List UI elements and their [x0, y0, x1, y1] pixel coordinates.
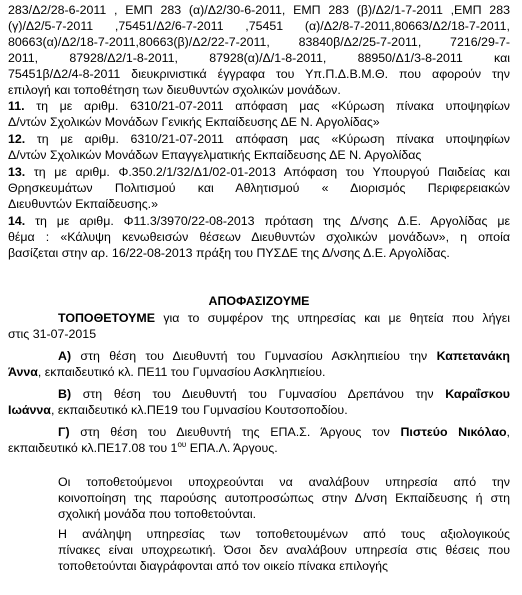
item-13-line-2: Θρησκευμάτων Πολιτισμού και Αθλητισμού « Διορισμός Περιφερειακών	[8, 181, 510, 195]
closing-p2-line-2: πίνακες είναι υποχρεωτική. Όσοι δεν αναλάβουν υπηρεσία στις θέσεις που	[58, 543, 510, 557]
placement-b-line-1	[58, 386, 510, 402]
item-14-line-3: βασίζεται στην αρ. 16/22-08-2013 πράξη του ΠΥΣΔΕ της Δ/νσης Δ.Ε. Αργολίδας.	[8, 246, 450, 260]
placement-b-line-2	[8, 402, 510, 418]
placement-c-school: ΕΠΑ.Λ. Άργους.	[186, 441, 278, 455]
item-14-line-2: θέμα : «Κάλυψη κενωθεισών θέσεων Διευθυντών σχολικών μονάδων», η οποία	[8, 230, 510, 244]
item-text: τη με αριθμ. 6310/21-07-2011 απόφαση μας «Κύρωση πίνακα υποψηφίων	[25, 132, 510, 146]
placement-text: για το συμφέρον της υπηρεσίας και με θητεία που λήγει	[154, 311, 510, 325]
placement-b-surname: Καραΐσκου	[445, 387, 510, 401]
closing-p1-line-1: Οι τοποθετούμενοι υποχρεούνται να αναλάβουν υπηρεσία από την	[58, 475, 510, 489]
placement-c-name: Πιστεύο Νικόλαο	[400, 425, 507, 439]
intro-line-6: επιλογή και τοποθέτηση των διευθυντών σχολικών μονάδων.	[8, 83, 341, 97]
placement-c-ordinal: ου	[177, 439, 187, 449]
decision-heading: ΑΠΟΦΑΣΙΖΟΥΜΕ	[208, 294, 310, 308]
item-13-line-1	[8, 164, 510, 180]
placement-a-line-1	[58, 348, 510, 364]
intro-line-3: 80663(α)/Δ2/18-7-2011,80663(β)/Δ2/22-7-2011, 83840β/Δ2/25-7-2011, 7216/29-7-	[8, 35, 510, 49]
item-text: τη με αριθμ. Φ11.3/3970/22-08-2013 πρόταση της Δ/νσης Δ.Ε. Αργολίδας με	[25, 214, 510, 228]
item-text: τη με αριθμ. Φ.350.2/1/32/Δ1/02-01-2013 Απόφαση του Υπουργού Παιδείας και	[25, 165, 510, 179]
placement-date: στις 31-07-2015	[8, 327, 97, 341]
placement-line-1	[58, 310, 510, 326]
placement-a-surname: Καπετανάκη	[436, 349, 510, 363]
intro-line-1: 283/Δ2/28-6-2011 , ΕΜΠ 283 (α)/Δ2/30-6-2011, ΕΜΠ 283 (β)/Δ2/1-7-2011 ,ΕΜΠ 283	[8, 3, 510, 17]
intro-line-5: 75451β/Δ2/4-8-2011 διευκρινιστικά έγγραφα του Υπ.Π.Δ.Β.Μ.Θ. που αφορούν την	[8, 67, 510, 81]
item-number: 13.	[8, 165, 26, 179]
placement-a-detail: , εκπαιδευτικό κλ. ΠΕ11 του Γυμνασίου Ασκληπιείου.	[37, 365, 326, 379]
placement-a-firstname: Άννα	[8, 365, 38, 379]
placement-a-text: στη θέση του Διευθυντή του Γυμνασίου Ασκληπιείου την	[71, 349, 437, 363]
placement-b-text: στη θέση του Διευθυντή του Γυμνασίου Δρεπάνου την	[71, 387, 446, 401]
placement-a-label: Α)	[58, 349, 72, 363]
placement-c-label: Γ)	[58, 425, 70, 439]
placement-c-text: στη θέση του Διευθυντή της ΕΠΑ.Σ. Άργους τον	[69, 425, 401, 439]
closing-p1-line-2: κοινοποίηση της παρούσης αυτοπροσώπως στην Δ/νση Εκπαίδευσης ή στη	[58, 491, 510, 505]
closing-p1-line-3: σχολική μονάδα που τοποθετούνται.	[58, 507, 257, 521]
placement-b-firstname: Ιωάννα	[8, 403, 51, 417]
item-13-line-3: Διευθυντών Εκπαίδευσης.»	[8, 197, 159, 211]
placement-a-line-2	[8, 364, 510, 380]
placement-c-detail: εκπαιδευτικό κλ.ΠΕ17.08 του 1	[8, 441, 178, 455]
item-number: 12.	[8, 132, 26, 146]
closing-p2-line-3: τοποθετούνται διαγράφονται από τον οικείο πίνακα επιλογής	[58, 559, 389, 573]
intro-line-2: (γ)/Δ2/5-7-2011 ,75451/Δ2/6-7-2011 ,75451 (α)/Δ2/8-7-2011,80663/Δ2/18-7-2011,	[8, 19, 510, 33]
item-text: τη με αριθμ. 6310/21-07-2011 απόφαση μας «Κύρωση πίνακα υποψηφίων	[24, 99, 510, 113]
item-number: 11.	[8, 99, 25, 113]
item-11-line-2: Δ/ντών Σχολικών Μονάδων Γενικής Εκπαίδευσης ΔΕ Ν. Αργολίδας»	[8, 115, 380, 129]
item-12-line-2: Δ/ντών Σχολικών Μονάδων Επαγγελματικής Εκπαίδευσης ΔΕ Ν. Αργολίδας	[8, 148, 422, 162]
item-12-line-1	[8, 131, 510, 147]
placement-b-label: Β)	[58, 387, 72, 401]
item-number: 14.	[8, 214, 26, 228]
placement-c-line-1: Γ) στη θέση του Διευθυντή της ΕΠΑ.Σ. Άργους τον Πιστεύο Νικόλαο,	[58, 425, 510, 439]
placement-b-detail: , εκπαιδευτικό κλ.ΠΕ19 του Γυμνασίου Κουτσοποδίου.	[50, 403, 348, 417]
placement-c-line-2	[8, 440, 510, 456]
item-11-line-1	[8, 98, 510, 114]
intro-line-4: 2011, 87928/Δ2/1-8-2011, 87928(α)/Δ/1-8-2011, 88950/Δ1/3-8-2011 και	[8, 51, 510, 65]
placement-keyword: ΤΟΠΟΘΕΤΟΥΜΕ	[58, 311, 155, 325]
closing-p2-line-1: Η ανάληψη υπηρεσίας των τοποθετουμένων από τους αξιολογικούς	[58, 527, 510, 541]
item-14-line-1	[8, 213, 510, 229]
